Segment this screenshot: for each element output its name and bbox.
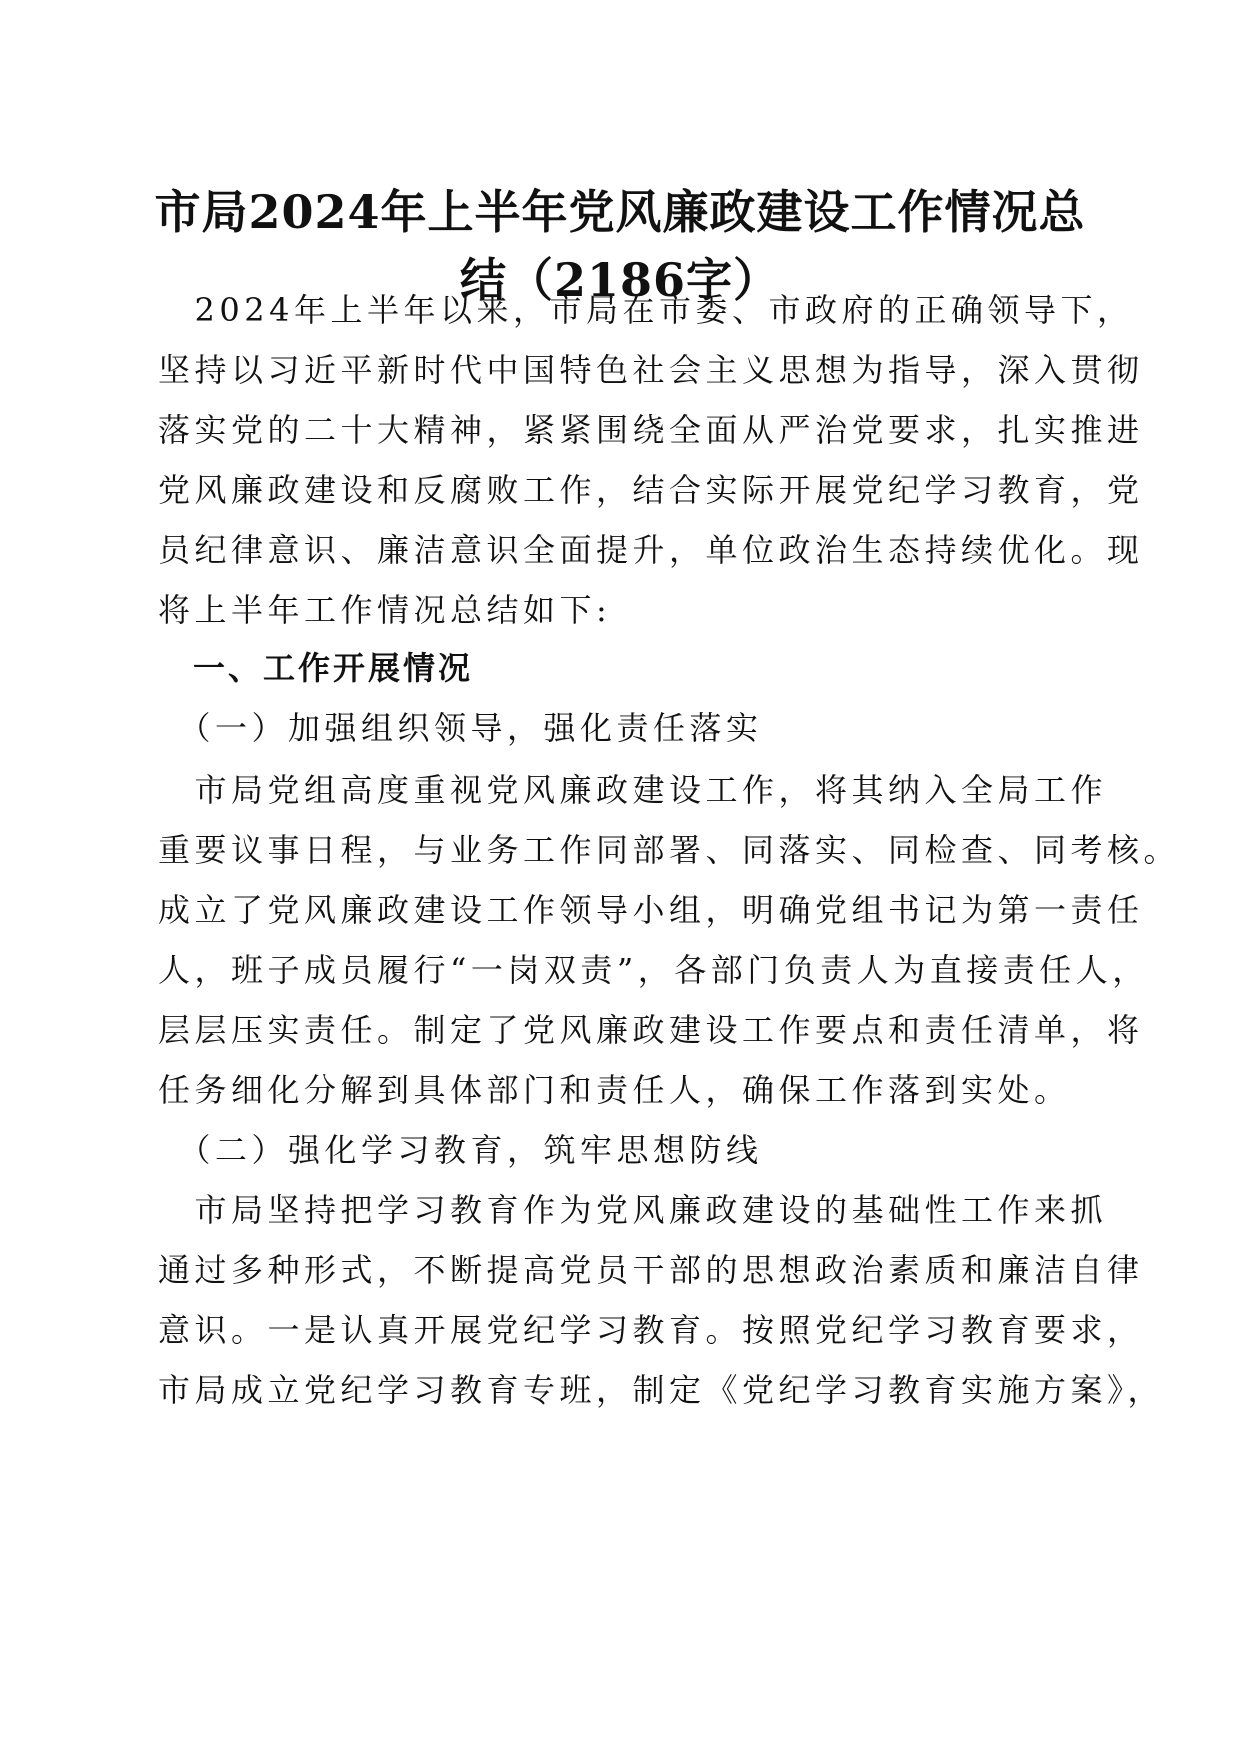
paragraph-line: 市局坚持把学习教育作为党风廉政建设的基础性工作来抓 (158, 1191, 1108, 1229)
title-line-2: 结（2186字） (459, 253, 781, 307)
paragraph-line: 将上半年工作情况总结如下: (158, 591, 612, 629)
paragraph-line: 落实党的二十大精神，紧紧围绕全面从严治党要求，扎实推进 (158, 411, 1144, 449)
paragraph-line: 重要议事日程，与业务工作同部署、同落实、同检查、同考核。 (158, 831, 1181, 869)
paragraph-line: 市局党组高度重视党风廉政建设工作，将其纳入全局工作 (158, 771, 1108, 809)
paragraph-line: 层层压实责任。制定了党风廉政建设工作要点和责任清单，将 (158, 1011, 1144, 1049)
paragraph-line: 党风廉政建设和反腐败工作，结合实际开展党纪学习教育，党 (158, 471, 1144, 509)
paragraph-line: 任务细化分解到具体部门和责任人，确保工作落到实处。 (158, 1071, 1071, 1109)
title-line-1: 市局2024年上半年党风廉政建设工作情况总 (154, 185, 1086, 239)
paragraph-line: 通过多种形式，不断提高党员干部的思想政治素质和廉洁自律 (158, 1251, 1144, 1289)
paragraph-line: 市局成立党纪学习教育专班，制定《党纪学习教育实施方案》， (158, 1371, 1165, 1409)
paragraph-line: 员纪律意识、廉洁意识全面提升，单位政治生态持续优化。现 (158, 531, 1144, 569)
paragraph-line: 意识。一是认真开展党纪学习教育。按照党纪学习教育要求， (158, 1311, 1144, 1349)
subsection-heading: （二）强化学习教育，筑牢思想防线 (158, 1131, 763, 1169)
section-heading: 一、工作开展情况 (158, 649, 474, 687)
subsection-heading: （一）加强组织领导，强化责任落实 (158, 709, 763, 747)
paragraph-line: 成立了党风廉政建设工作领导小组，明确党组书记为第一责任 (158, 891, 1144, 929)
paragraph-line: 2024年上半年以来，市局在市委、市政府的正确领导下， (158, 291, 1134, 329)
paragraph-line: 坚持以习近平新时代中国特色社会主义思想为指导，深入贯彻 (158, 351, 1144, 389)
paragraph-line: 人，班子成员履行“一岗双责”，各部门负责人为直接责任人， (158, 951, 1149, 989)
